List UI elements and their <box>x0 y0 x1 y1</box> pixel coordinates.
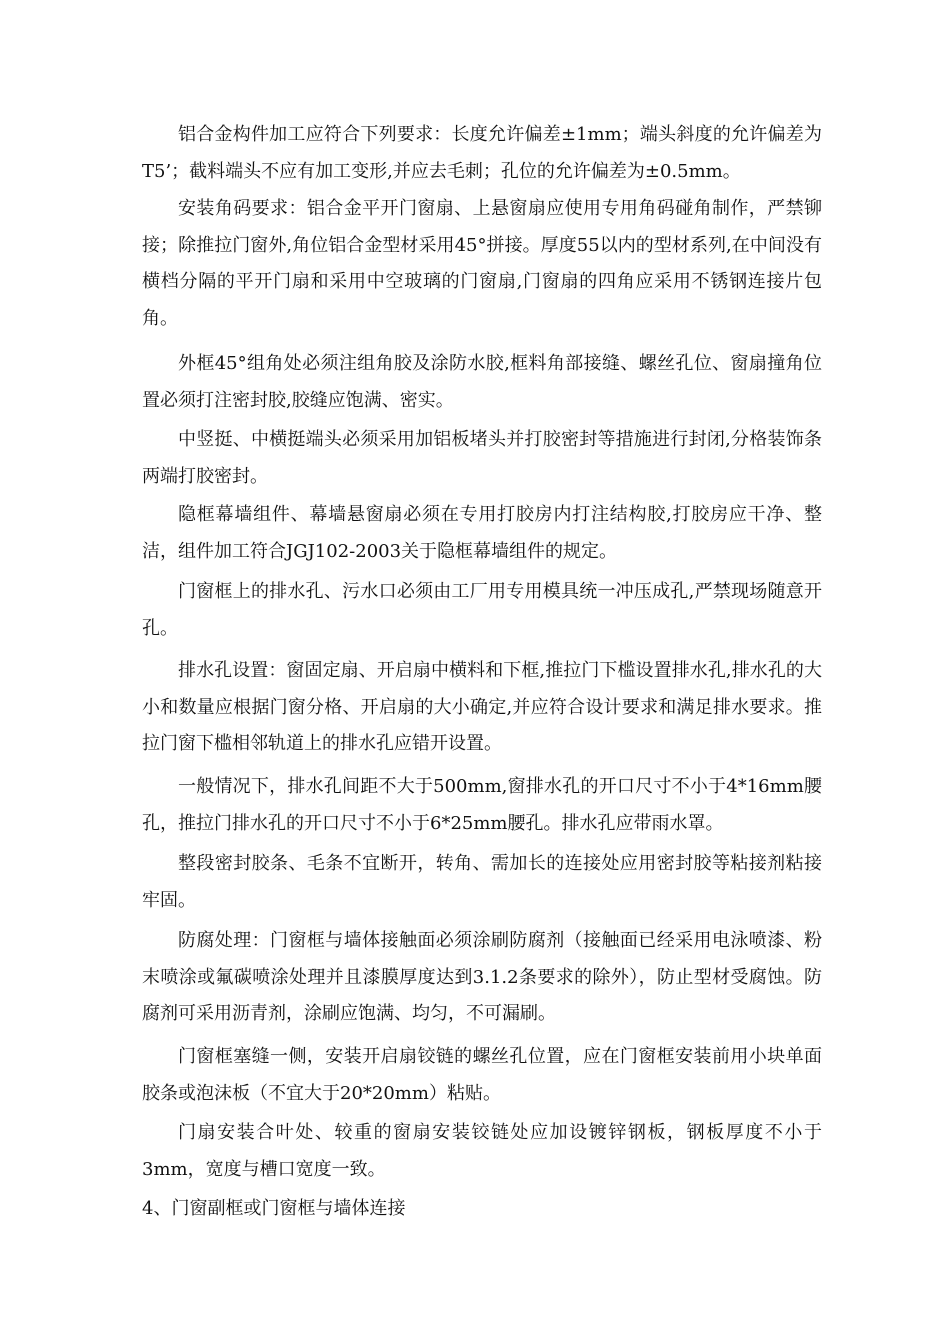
paragraph-frame-sealant: 外框45°组角处必须注组角胶及涂防水胶,框料角部接缝、螺丝孔位、窗扇撞角位置必须打注密封胶,胶缝应饱满、密实。 <box>142 353 822 411</box>
paragraph-drain-holes-factory: 门窗框上的排水孔、污水口必须由工厂用专用模具统一冲压成孔,严禁现场随意开孔。 <box>142 581 822 639</box>
paragraph-anticorrosion: 防腐处理：门窗框与墙体接触面必须涂刷防腐剂（接触面已经采用电泳喷漆、粉末喷涂或氟碳喷涂处理并且漆膜厚度达到3.1.2条要求的除外），防止型材受腐蚀。防腐剂可采用沥青剂，涂刷应饱满、均匀，不可漏刷。 <box>142 930 822 1024</box>
paragraph-drain-hole-setup: 排水孔设置：窗固定扇、开启扇中横料和下框,推拉门下槛设置排水孔,排水孔的大小和数量应根据门窗分格、开启扇的大小确定,并应符合设计要求和满足排水要求。推拉门窗下槛相邻轨道上的排水孔应错开设置。 <box>142 660 822 754</box>
paragraph-hidden-frame-glazing: 隐框幕墙组件、幕墙悬窗扇必须在专用打胶房内打注结构胶,打胶房应干净、整洁，组件加工符合JGJ102-2003关于隐框幕墙组件的规定。 <box>142 504 822 562</box>
paragraph-mullion-end-seal: 中竖挺、中横挺端头必须采用加铝板堵头并打胶密封等措施进行封闭,分格装饰条两端打胶密封。 <box>142 429 822 487</box>
paragraph-drain-hole-spacing: 一般情况下，排水孔间距不大于500mm,窗排水孔的开口尺寸不小于4*16mm腰孔，推拉门排水孔的开口尺寸不小于6*25mm腰孔。排水孔应带雨水罩。 <box>142 776 822 834</box>
paragraph-fabrication-tolerance: 铝合金构件加工应符合下列要求：长度允许偏差±1mm；端头斜度的允许偏差为T5’；截料端头不应有加工变形,并应去毛刺；孔位的允许偏差为±0.5mm。 <box>142 124 822 182</box>
paragraph-corner-joint: 安装角码要求：铝合金平开门窗扇、上悬窗扇应使用专用角码碰角制作，严禁铆接；除推拉门窗外,角位铝合金型材采用45°拼接。厚度55以内的型材系列,在中间没有横档分隔的平开门扇和采用中空玻璃的门窗扇,门窗扇的四角应采用不锈钢连接片包角。 <box>142 198 822 329</box>
section-heading: 4、门窗副框或门窗框与墙体连接 <box>142 1198 406 1219</box>
paragraph-weatherstrip: 整段密封胶条、毛条不宜断开，转角、需加长的连接处应用密封胶等粘接剂粘接牢固。 <box>142 853 822 911</box>
paragraph-galvanized-plate: 门扇安装合叶处、较重的窗扇安装铰链处应加设镀锌钢板，钢板厚度不小于3mm，宽度与槽口宽度一致。 <box>142 1122 822 1180</box>
paragraph-hinge-screw-holes: 门窗框塞缝一侧，安装开启扇铰链的螺丝孔位置，应在门窗框安装前用小块单面胶条或泡沫板（不宜大于20*20mm）粘贴。 <box>142 1046 822 1104</box>
